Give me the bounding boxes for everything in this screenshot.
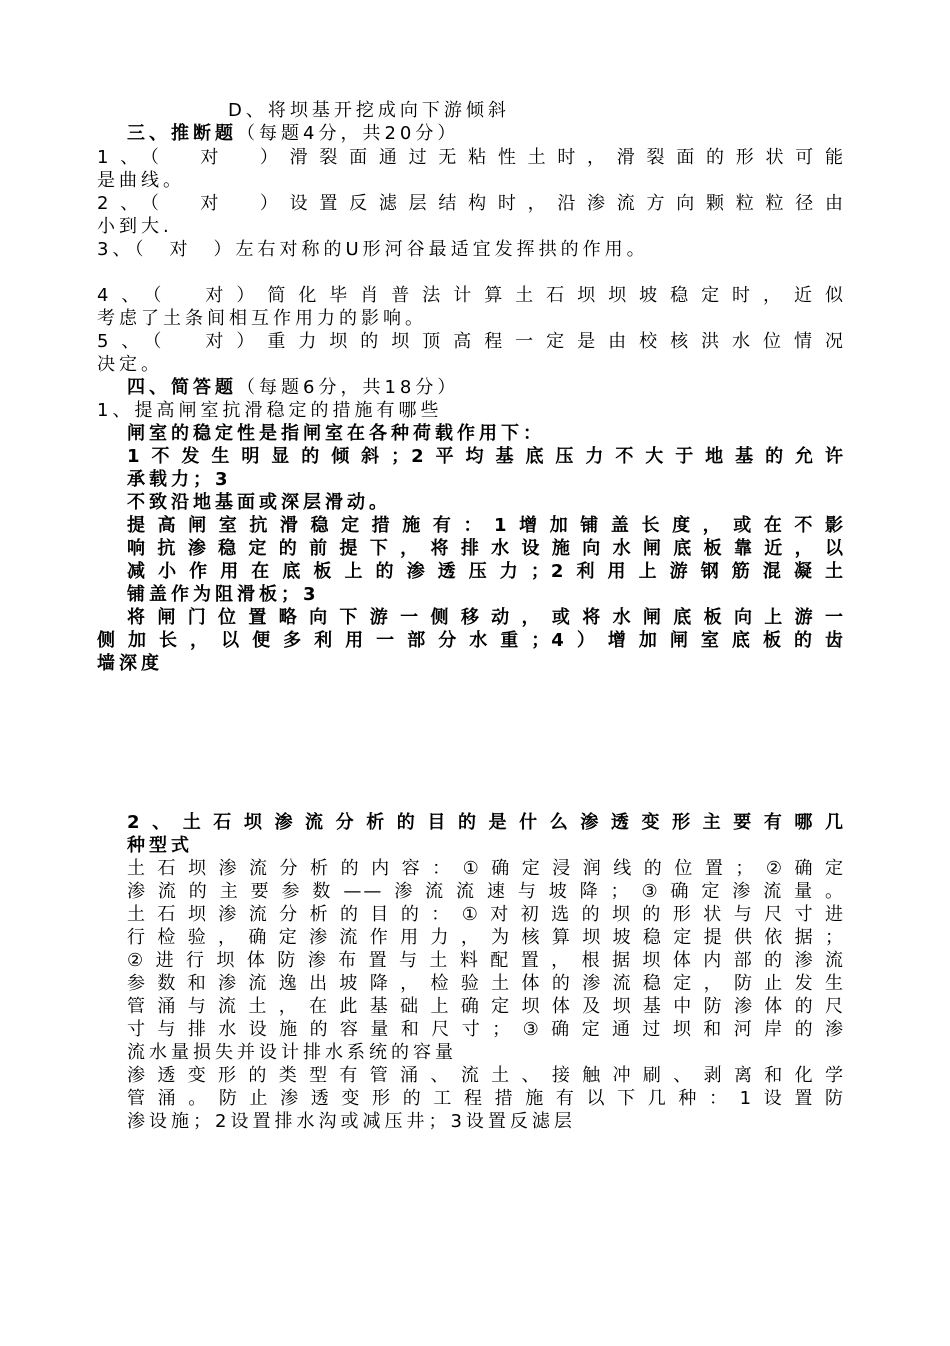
judge-item-2-line1: 2、（ 对 ）设置反滤层结构时，沿渗流方向颗粒粒径由 — [97, 193, 845, 214]
judge-item-1-line1: 1、（ 对 ）滑裂面通过无粘性土时，滑裂面的形状可能 — [97, 147, 845, 168]
answer1-line2: 1不发生明显的倾斜；2平均基底压力不大于地基的允许 — [127, 446, 845, 467]
judge-item-5-line1: 5、（ 对）重力坝的坝顶高程一定是由校核洪水位情况 — [97, 331, 845, 352]
judge-item-2-line2: 小到大. — [97, 216, 173, 237]
judge-item-5-line2: 决定。 — [97, 354, 163, 375]
section3-heading: 三、推断题 — [127, 123, 237, 144]
answer1-line9: 将闸门位置略向下游一侧移动，或将水闸底板向上游一 — [127, 607, 845, 628]
answer1-line7: 减小作用在底板上的渗透压力；2利用上游钢筋混凝土 — [127, 561, 845, 582]
section4-note: （每题6分，共18分） — [237, 377, 460, 398]
answer2-line2: 渗流的主要参数——渗流流速与坡降；③确定渗流量。 — [127, 881, 845, 902]
answer2-line8: 寸与排水设施的容量和尺寸；③确定通过坝和河岸的渗 — [127, 1019, 845, 1040]
answer1-line1: 闸室的稳定性是指闸室在各种荷载作用下： — [127, 423, 545, 444]
section3-heading-line — [127, 122, 627, 146]
judge-item-3-line1: 3、（ 对 ）左右对称的U形河谷最适宜发挥拱的作用。 — [97, 239, 649, 260]
section3-note: （每题4分，共20分） — [237, 123, 460, 144]
option-d: D、将坝基开挖成向下游倾斜 — [228, 100, 510, 121]
answer2-line12: 渗设施；2设置排水沟或减压井；3设置反滤层 — [127, 1111, 576, 1132]
answer2-line4: 行检验，确定渗流作用力，为核算坝坡稳定提供依据； — [127, 927, 845, 948]
answer1-line3: 承载力；3 — [127, 469, 232, 490]
answer1-line6: 响抗渗稳定的前提下，将排水设施向水闸底板靠近，以 — [127, 538, 845, 559]
answer2-line7: 管涌与流土，在此基础上确定坝体及坝基中防渗体的尺 — [127, 996, 845, 1017]
answer2-line3: 土石坝渗流分析的目的：①对初选的坝的形状与尺寸进 — [127, 904, 845, 925]
answer2-line5: ②进行坝体防渗布置与土料配置，根据坝体内部的渗流 — [127, 950, 845, 971]
short-question-2-line1: 2、土石坝渗流分析的目的是什么渗透变形主要有哪几 — [127, 812, 845, 833]
section4-heading-line — [127, 376, 627, 400]
answer2-line9: 流水量损失并设计排水系统的容量 — [127, 1042, 457, 1063]
answer2-line1: 土石坝渗流分析的内容：①确定浸润线的位置；②确定 — [127, 858, 845, 879]
answer1-line10: 侧加长，以便多利用一部分水重；4）增加闸室底板的齿 — [97, 630, 845, 651]
short-question-2-line2: 种型式 — [127, 835, 193, 856]
short-question-1: 1、提高闸室抗滑稳定的措施有哪些 — [97, 400, 443, 421]
answer1-line11: 墙深度 — [97, 653, 163, 674]
judge-item-4-line2: 考虑了土条间相互作用力的影响。 — [97, 308, 427, 329]
answer2-line11: 管涌。防止渗透变形的工程措施有以下几种：1设置防 — [127, 1088, 845, 1109]
answer1-line5: 提高闸室抗滑稳定措施有：1增加铺盖长度，或在不影 — [127, 515, 845, 536]
judge-item-1-line2: 是曲线。 — [97, 170, 185, 191]
section4-heading: 四、简答题 — [127, 377, 237, 398]
answer2-line10: 渗透变形的类型有管涌、流土、接触冲刷、剥离和化学 — [127, 1065, 845, 1086]
answer2-line6: 参数和渗流逸出坡降，检验土体的渗流稳定，防止发生 — [127, 973, 845, 994]
answer1-line4: 不致沿地基面或深层滑动。 — [127, 492, 391, 513]
answer1-line8: 铺盖作为阻滑板；3 — [127, 584, 320, 605]
judge-item-4-line1: 4、（ 对）简化毕肖普法计算土石坝坝坡稳定时，近似 — [97, 285, 845, 306]
